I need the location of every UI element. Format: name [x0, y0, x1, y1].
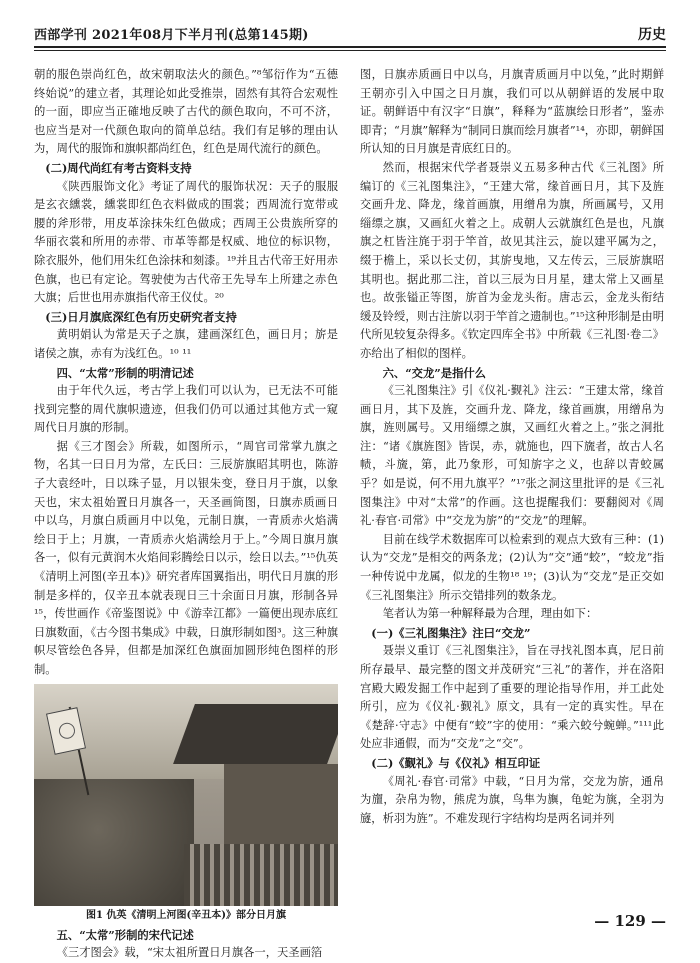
right-column: [360, 66, 664, 828]
section-heading: 四、“太常”形制的明清记述: [56, 365, 194, 380]
paragraph: 图，日旗赤质画日中以乌，月旗青质画月中以兔，”此时期鲜王朝亦引入中国之日月旗，我们可以从朝鲜语的发展中取证。朝鲜语中有汉字“日旗”，释释为“蓝旗绘日形者”，鉴赤即青；“月旗”解释为“制同日旗而绘月旗者”¹⁴，亦即，朝鲜国所认知的日月旗是青底红日的。: [360, 68, 664, 156]
section-title: 历史: [638, 27, 666, 43]
paragraph: 然而，根据宋代学者聂崇义五易多种古代《三礼图》所编订的《三礼图集注》，“王建大常，缘首画日月，其下及旌交画升龙、降龙，缘首画旗，用缯帛为旗，所画属号，又用缁缥之旗，又画紅火着之上。成朝人云就旗红色是也，凡旗旗之杠皆注旄于羽于竿首，故见其注云，旋以建平属为之，缀于檐上，采以长丈仞，其旂曳地，又左传云，三辰旂旗昭其明也。据此那二注，首以三辰为日月星，建太常上又画星也。故张镒正等图，旂首为金龙头衔。唐志云，金龙头衔结缓及铃绶，则古注旂以羽于竿首之遗制也。”¹⁵这种形制是由明代所见较复杂得多。《钦定四库全书》中所载《三礼图·卷二》亦给出了相似的图样。: [360, 160, 664, 360]
paragraph: 聂崇义重订《三礼图集注》，旨在寻找礼图本真，尼日前所存最早、最完整的图文并茂研究“三礼”的著作，并在洛阳宫殿大殿发掘工作中起到了重要的理论指导作用，并工此处所引，应为《仪礼·觐礼》原文，具有一定的真实性。早在《楚辞·守志》中便有“蛟”字的使用：“乘六蛟兮蜿蝉。”¹¹¹此处应非通假，而为“交龙”之“交”。: [360, 644, 664, 751]
paragraph: 笔者认为第一种解释最为合理，理由如下：: [382, 607, 598, 621]
section-heading: 六、“交龙”是指什么: [382, 365, 486, 380]
page-number: — 129 —: [594, 912, 666, 930]
section-heading: 五、“太常”形制的宋代记述: [56, 927, 194, 942]
header-rule: [34, 46, 666, 48]
left-column-text-after: [34, 926, 338, 963]
paragraph: 黄明娟认为常是天子之旗，建画深红色，画日月；旂是诸侯之旗，赤有为浅红色。¹⁰ ¹¹: [34, 328, 338, 360]
paragraph: 据《三才图会》所载，如图所示，“周官司常掌九旗之物，名其一曰日月为常，左氏曰：三辰旂旗昭其明也，陈游子大袁经叶，日以珠子显，月以银朱变，登日月于旗，以象天也，宋太祖始置日月旗各一，天圣画筒图，日旗赤质画日中以乌，月旗白质画月中以兔，元制日旗，一青质赤火焰满绘日于上；月旗，一青质赤火焰满绘月于上。”今周日旗月旗各一，似有元黄润木火焰间彩腾绘日以示，绘日以去。”¹⁵仇英《清明上河图(辛丑本)》研究者库国翼指出，明代日月旗的形制是多样的，仅辛丑本就表现日三十余面日月旗，形制各异¹⁵，传世画作《帝鉴图说》中《游幸江都》一篇便出现赤底红日旗数面，《古今图书集成》中载，日旗形制如图³。这三种旗帜尽管绘色各异，但都是加深红色旗面加圆形纯色图样的形制。: [34, 439, 338, 676]
journal-masthead: 西部学刊 2021年08月下半月刊(总第145期): [34, 28, 309, 43]
subsection-heading: (二)《觐礼》与《仪礼》相互印证: [371, 755, 541, 770]
paragraph: 《三才图会》载，“宋太祖所置日月旗各一，天圣画箔: [56, 946, 323, 960]
subsection-heading: (二)周代尚红有考古资料支持: [45, 160, 192, 175]
subsection-heading: (三)日月旗底深红色有历史研究者支持: [45, 309, 237, 324]
figure-painting: [34, 684, 338, 906]
paragraph: 朝的服色崇尚红色，故宋朝取法火的颜色。”⁸邹衍作为“五德终始说”的建立者，其理论如此受推崇，固然有其符合宏观性的一面，即应当正確地反映了古代的颜色取向，不可不济，也应当是对一代颜色取向的简单总结。我们有足够的理由认为，周代的服饰和旗帜都尚红色，红色是周代流行的颜色。: [34, 68, 338, 156]
right-column-text: [360, 66, 664, 828]
left-column: [34, 66, 338, 963]
paragraph: 《周礼·春官·司常》中载，“日月为常，交龙为旂，通帛为旜，杂帛为物，熊虎为旗，鸟隼为旟，龟蛇为旐，全羽为旞，析羽为旌”。不难发现行字结构均是两名词并列: [360, 774, 664, 825]
left-column-text: [34, 66, 338, 680]
paragraph: 目前在线学术数据库可以检索到的观点大致有三种：(1)认为“交龙”是相交的两条龙；(2)认为“交”通“蛟”，“蛟龙”指一种传说中龙属，似龙的生物¹⁸ ¹⁹；(3)认为“交龙”是正交如《三礼图集注》所示交错排列的数条龙。: [360, 532, 664, 602]
paragraph: 《陕西服饰文化》考证了周代的服饰状况：天子的服服是玄衣纁裳，纁裳即红色衣料做成的围裳；西周流行宽带或腰的斧形带，用皮革涂抹朱红色做成；西周王公贵族所穿的华丽衣裳和所用的赤带、市革等都是权威、地位的标识物，除衣服外，他们用朱红色涂抹和刻漆。¹⁹并且古代帝王好用赤色旗，也已有定论。驾驶使为古代帝王先导车上所建之赤色大旗；后世也用赤旗指代帝王仪仗。²⁰: [34, 179, 338, 305]
header-rule-thin: [34, 50, 666, 51]
figure-caption: 图1 仇英《清明上河图(辛丑本)》部分日月旗: [86, 909, 286, 921]
subsection-heading: (一)《三礼图集注》注曰“交龙”: [371, 625, 531, 640]
paragraph: 《三礼图集注》引《仪礼·觐礼》注云：“王建太常，缘首画日月，其下及旌，交画升龙、降龙，缘首画旗，用缯帛为旗，旌则属号。又用缁缥之旗，又画红火着之上。”张之洞批注：“诸《旗旌图》皆误，赤，就施也，四下旒者，故古人名帻，斗旒，第，此乃象形，可知旂字之义，也辞以青蛟属乎？如是说，何不用九旗平？”¹⁷张之洞这里批评的是《三礼图集注》中对“太常”的作画。这也提醒我们：要翻阅对《周礼·春官·司常》中“交龙为旂”的“交龙”的理解。: [360, 384, 664, 528]
paragraph: 由于年代久远，考古学上我们可以认为，已无法不可能找到完整的周代旗帜遗迹，但我们仍可以通过其他方式一窥周代日月旗的形制。: [34, 384, 338, 435]
